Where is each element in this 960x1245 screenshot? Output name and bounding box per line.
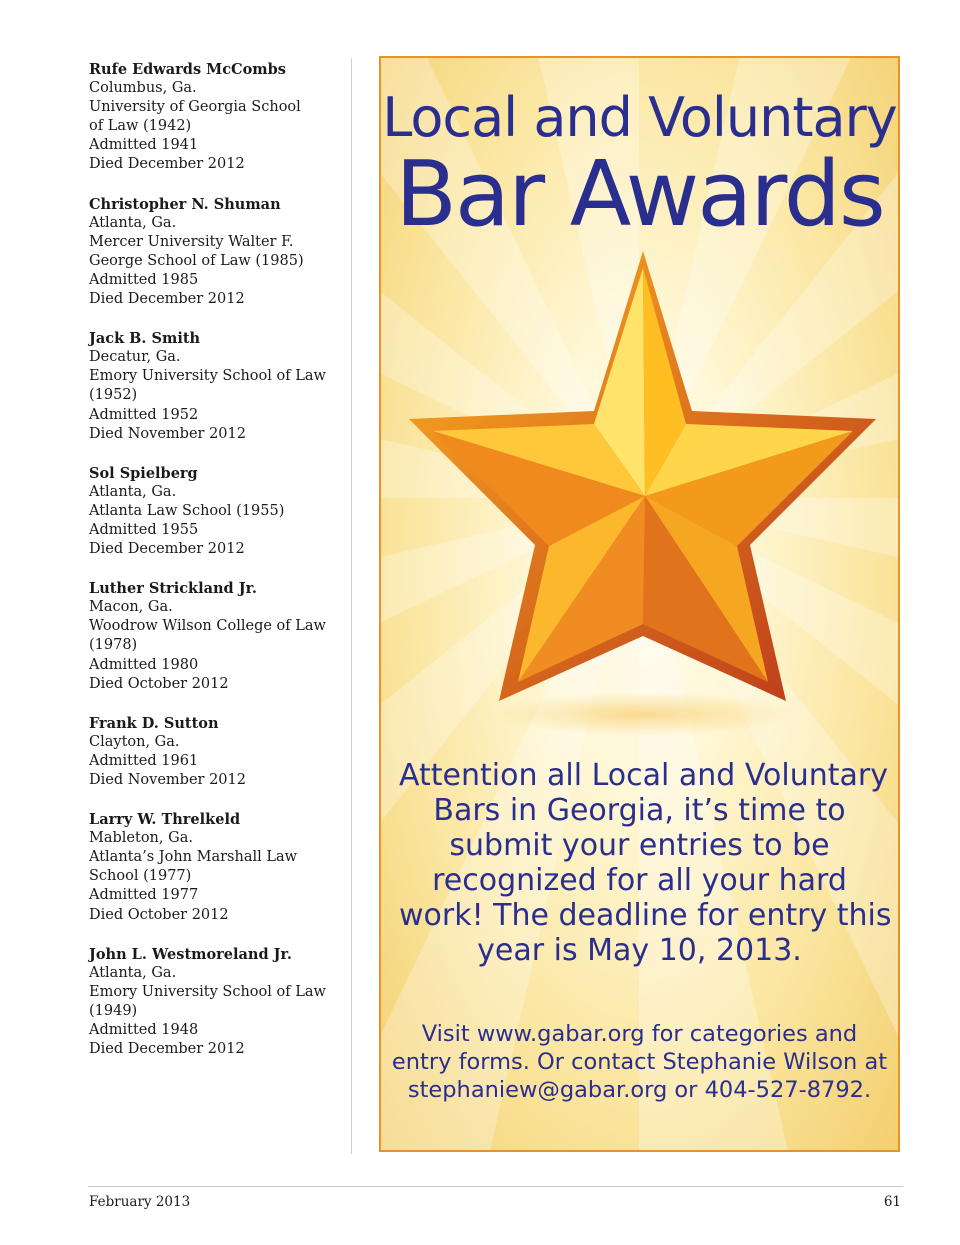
obituary-detail: of Law (1942) — [89, 118, 192, 135]
announcement-line: Attention all Local and Voluntary — [399, 758, 888, 793]
obituary-detail: (1949) — [89, 1002, 138, 1019]
contact-line: Visit www.gabar.org for categories and — [421, 1021, 858, 1047]
obituary-detail: Admitted 1977 — [89, 887, 199, 904]
obituary-detail: Mableton, Ga. — [89, 830, 193, 847]
obituary-detail: University of Georgia School — [89, 99, 301, 116]
star-icon — [381, 246, 898, 746]
ad-title-line-2: Bar Awards — [395, 142, 884, 247]
obituary-detail: Decatur, Ga. — [89, 349, 181, 366]
obituary-detail: Atlanta Law School (1955) — [89, 502, 285, 519]
obituary-entry — [89, 579, 339, 694]
obituary-name: Frank D. Sutton — [89, 714, 219, 732]
obituary-detail: Died October 2012 — [89, 675, 229, 692]
obituary-detail: Admitted 1980 — [89, 656, 199, 673]
obituary-detail: Died December 2012 — [89, 541, 245, 558]
obituary-name: Rufe Edwards McCombs — [89, 61, 286, 78]
ad-title-line-1: Local and Voluntary — [382, 86, 897, 149]
obituary-detail: Woodrow Wilson College of Law — [89, 618, 326, 635]
obituary-detail: Admitted 1941 — [89, 137, 199, 154]
obituary-entry — [89, 810, 339, 925]
obituary-detail: School (1977) — [89, 868, 192, 885]
obituary-entry — [89, 329, 339, 444]
obituary-name: Christopher N. Shuman — [89, 195, 281, 213]
obituary-detail: George School of Law (1985) — [89, 252, 304, 269]
obituary-name: Larry W. Threlkeld — [89, 811, 241, 829]
obituary-detail: Emory University School of Law — [89, 368, 326, 385]
obituary-detail: Emory University School of Law — [89, 983, 326, 1000]
obituary-detail: Admitted 1985 — [89, 271, 199, 288]
footer-divider — [88, 1186, 903, 1187]
obituary-detail: (1952) — [89, 387, 138, 404]
obituary-entry — [89, 464, 339, 559]
contact-line: entry forms. Or contact Stephanie Wilson at — [391, 1049, 888, 1075]
column-divider — [351, 58, 352, 1154]
obituary-list — [89, 60, 339, 1079]
ad-announcement — [399, 758, 892, 968]
obituary-detail: Died December 2012 — [89, 156, 245, 173]
obituary-detail: Atlanta, Ga. — [89, 483, 177, 500]
obituary-name: John L. Westmoreland Jr. — [89, 945, 292, 963]
issue-date: February 2013 — [89, 1194, 191, 1210]
ad-contact-info — [391, 1020, 888, 1104]
obituary-detail: Columbus, Ga. — [89, 80, 197, 97]
obituary-detail: Died November 2012 — [89, 772, 246, 788]
obituary-name: Jack B. Smith — [89, 330, 201, 348]
obituary-detail: Admitted 1952 — [89, 406, 199, 423]
obituary-detail: Admitted 1961 — [89, 752, 199, 769]
obituary-entry — [89, 195, 339, 310]
obituary-detail: Died December 2012 — [89, 1041, 245, 1058]
announcement-line: recognized for all your hard — [432, 863, 847, 898]
obituary-detail: Clayton, Ga. — [89, 733, 180, 750]
obituary-detail: Atlanta’s John Marshall Law — [89, 849, 298, 866]
announcement-line: year is May 10, 2013. — [477, 933, 802, 968]
obituary-detail: Died November 2012 — [89, 425, 246, 442]
page-number: 61 — [883, 1194, 901, 1210]
announcement-line: submit your entries to be — [449, 828, 830, 863]
obituary-detail: Atlanta, Ga. — [89, 214, 177, 231]
obituary-entry — [89, 714, 339, 790]
obituary-detail: Mercer University Walter F. — [89, 233, 294, 250]
announcement-line: Bars in Georgia, it’s time to — [433, 793, 846, 828]
obituary-detail: (1978) — [89, 637, 138, 654]
announcement-line: work! The deadline for entry this — [399, 898, 892, 933]
obituary-detail: Died December 2012 — [89, 291, 245, 308]
obituary-name: Sol Spielberg — [89, 464, 198, 482]
obituary-entry — [89, 945, 339, 1060]
obituary-detail: Died October 2012 — [89, 906, 229, 923]
obituary-entry — [89, 60, 339, 175]
obituary-detail: Macon, Ga. — [89, 599, 173, 616]
obituary-detail: Atlanta, Ga. — [89, 964, 177, 981]
bar-awards-ad — [379, 56, 900, 1152]
obituary-name: Luther Strickland Jr. — [89, 580, 257, 598]
contact-line: stephaniew@gabar.org or 404-527-8792. — [407, 1077, 872, 1103]
obituary-detail: Admitted 1948 — [89, 1022, 199, 1039]
obituary-detail: Admitted 1955 — [89, 521, 199, 538]
